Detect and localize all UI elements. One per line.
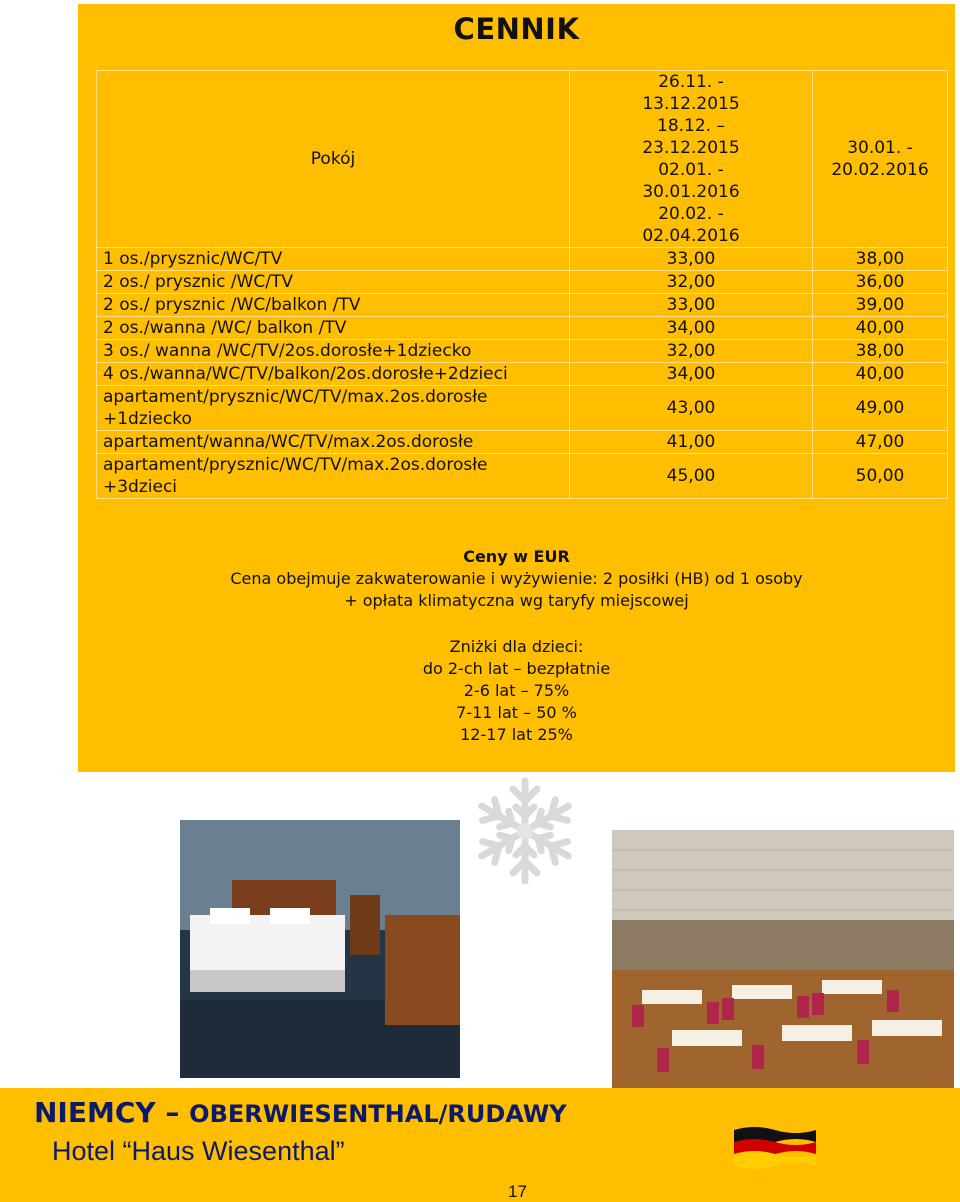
snowflake-icon [470,776,580,886]
room-cell: apartament/prysznic/WC/TV/max.2os.dorosłe +1dziecko [97,386,570,431]
discount-item: 7-11 lat – 50 % [456,703,577,722]
period1-line: 02.01. - [658,160,724,180]
discount-item: 2-6 lat – 75% [463,681,570,700]
period1-line: 02.04.2016 [642,226,740,246]
room-photo [180,820,460,1078]
destination-country: NIEMCY – [34,1096,190,1129]
currency-note: Ceny w EUR [463,547,570,566]
table-row [97,317,948,340]
price-cell-period1: 33,00 [570,294,813,317]
period1-line: 30.01.2016 [642,182,740,202]
price-cell-period1: 32,00 [570,271,813,294]
room-cell: 2 os./ prysznic /WC/TV [97,271,570,294]
price-cell-period1: 32,00 [570,340,813,363]
discount-item: 12-17 lat 25% [460,725,573,744]
discount-item: do 2-ch lat – bezpłatnie [422,659,611,678]
table-row [97,363,948,386]
destination-region: OBERWIESENTHAL/RUDAWY [189,1100,567,1128]
room-cell: 3 os./ wanna /WC/TV/2os.dorosłe+1dziecko [97,340,570,363]
info-block [78,546,955,746]
price-cell-period2: 47,00 [813,431,948,454]
room-cell: 4 os./wanna/WC/TV/balkon/2os.dorosłe+2dzieci [97,363,570,386]
period1-line: 23.12.2015 [642,138,740,158]
price-cell-period2: 39,00 [813,294,948,317]
price-panel [78,4,955,772]
includes-line-1: Cena obejmuje zakwaterowanie i wyżywienie: 2 posiłki (HB) od 1 osoby [230,569,803,588]
price-table [96,70,948,499]
price-cell-period1: 34,00 [570,363,813,386]
period1-line: 26.11. - [658,72,724,92]
price-cell-period2: 49,00 [813,386,948,431]
price-cell-period1: 41,00 [570,431,813,454]
price-cell-period2: 50,00 [813,454,948,499]
price-cell-period1: 34,00 [570,317,813,340]
dining-photo [612,830,954,1088]
room-cell: apartament/wanna/WC/TV/max.2os.dorosłe [97,431,570,454]
room-cell: 1 os./prysznic/WC/TV [97,248,570,271]
price-cell-period2: 36,00 [813,271,948,294]
period1-line: 18.12. – [657,116,725,136]
room-cell: 2 os./ prysznic /WC/balkon /TV [97,294,570,317]
page-number: 17 [508,1182,527,1201]
table-row [97,340,948,363]
germany-flag-icon [732,1124,818,1172]
discounts-title: Zniżki dla dzieci: [449,637,584,656]
price-cell-period1: 43,00 [570,386,813,431]
includes-line-2: + opłata klimatyczna wg taryfy miejscowej [344,591,689,610]
table-row [97,294,948,317]
page-title: CENNIK [453,12,580,46]
price-cell-period2: 40,00 [813,317,948,340]
table-row [97,454,948,499]
price-cell-period1: 45,00 [570,454,813,499]
table-row [97,386,948,431]
price-cell-period2: 38,00 [813,340,948,363]
table-row [97,431,948,454]
table-row [97,248,948,271]
period2-column-header: 30.01. - 20.02.2016 [813,71,948,248]
price-cell-period2: 38,00 [813,248,948,271]
period1-column-header [570,71,813,248]
destination-title [34,1096,567,1129]
period1-line: 20.02. - [658,204,724,224]
room-cell: 2 os./wanna /WC/ balkon /TV [97,317,570,340]
price-cell-period2: 40,00 [813,363,948,386]
period1-line: 13.12.2015 [642,94,740,114]
table-row [97,271,948,294]
room-column-header: Pokój [97,71,570,248]
table-header-row [97,71,948,248]
room-cell: apartament/prysznic/WC/TV/max.2os.dorosłe +3dzieci [97,454,570,499]
price-cell-period1: 33,00 [570,248,813,271]
hotel-name: Hotel “Haus Wiesenthal” [52,1136,345,1166]
